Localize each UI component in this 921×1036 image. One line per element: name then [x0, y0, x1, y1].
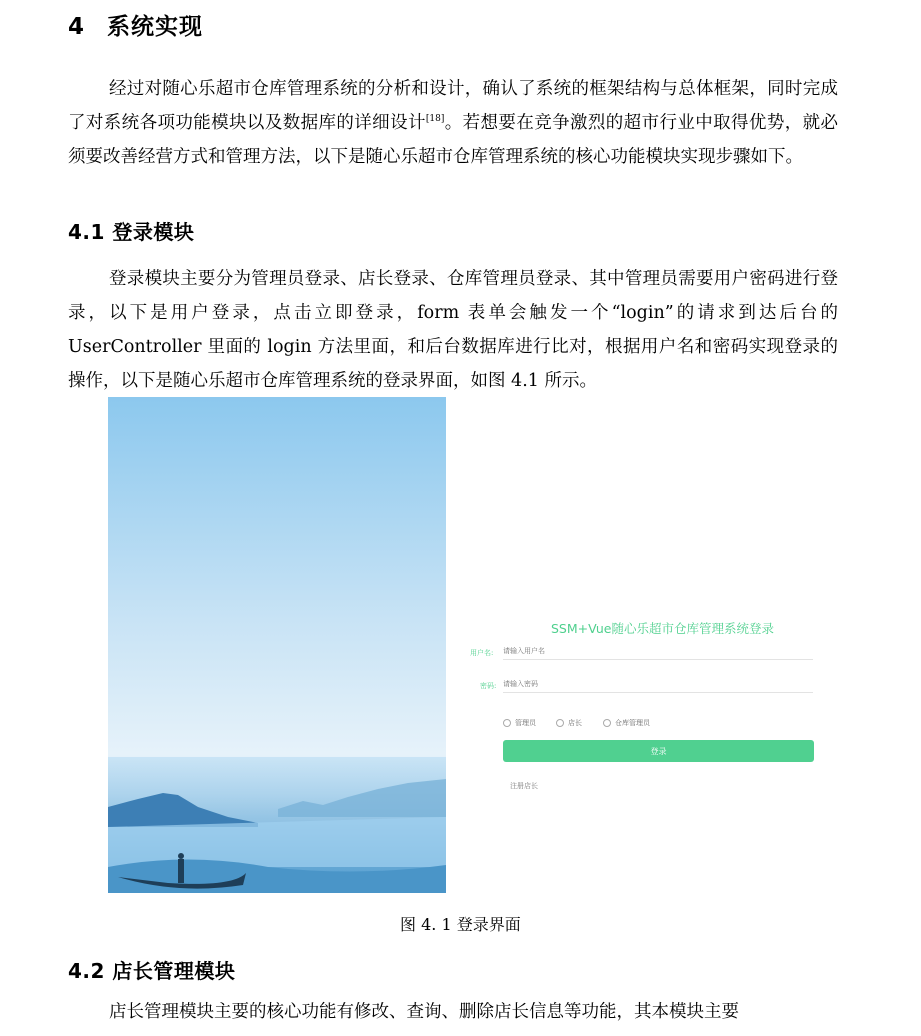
intro-text-1: 经过对随心乐超市仓库管理系统的分析和设计，确认了系统的框架结构与总体框架，同时完成了对系统各项功能模块以及数据库的详细设计 [68, 79, 838, 133]
sky-mountain-image [108, 397, 446, 893]
role-radio-warehouse[interactable] [603, 718, 650, 728]
figure-caption: 图 4. 1 登录界面 [400, 915, 521, 934]
radio-circle-icon [503, 719, 511, 727]
role-radio-admin[interactable] [503, 718, 536, 728]
role-radio-manager[interactable] [556, 718, 582, 728]
section-4-1-paragraph: 登录模块主要分为管理员登录、店长登录、仓库管理员登录、其中管理员需要用户密码进行登录，以下是用户登录，点击立即登录，form 表单会触发一个“login”的请求到达后台的 UserController 里面的 login 方法里面，和后台数据库进行比对，根据用户名和密码实现登录的操作，以下是随心乐超市仓库管理系统的登录界面，如图 4.1 所示。 [68, 269, 838, 391]
role-label: 管理员 [515, 719, 536, 727]
role-label: 店长 [568, 719, 582, 727]
intro-paragraph [68, 72, 838, 174]
radio-circle-icon [556, 719, 564, 727]
password-input[interactable] [503, 676, 813, 693]
login-title: SSM+Vue随心乐超市仓库管理系统登录 [551, 621, 774, 636]
register-link[interactable]: 注册店长 [510, 782, 538, 790]
chapter-number: 4 [68, 14, 86, 40]
radio-circle-icon [603, 719, 611, 727]
chapter-title: 系统实现 [107, 14, 204, 40]
login-screenshot-figure [108, 397, 828, 893]
intro-text-2: 。若想要在竞争激烈的超市行业中取得优势，就必须要改善经营方式和管理方法，以下是随心乐超市仓库管理系统的核心功能模块实现步骤如下。 [68, 113, 839, 167]
citation-ref[interactable]: [18] [425, 114, 445, 125]
password-label: 密码: [480, 682, 497, 690]
chapter-heading [68, 8, 203, 41]
section-4-2-paragraph: 店长管理模块主要的核心功能有修改、查询、删除店长信息等功能，其本模块主要 [109, 1002, 739, 1022]
login-panel [463, 612, 828, 812]
role-label: 仓库管理员 [615, 719, 650, 727]
username-label: 用户名: [470, 649, 494, 657]
section-4-2-heading: 4.2 店长管理模块 [68, 959, 236, 983]
username-input[interactable] [503, 643, 813, 660]
login-button[interactable]: 登录 [503, 740, 814, 762]
section-4-1-heading: 4.1 登录模块 [68, 220, 195, 244]
